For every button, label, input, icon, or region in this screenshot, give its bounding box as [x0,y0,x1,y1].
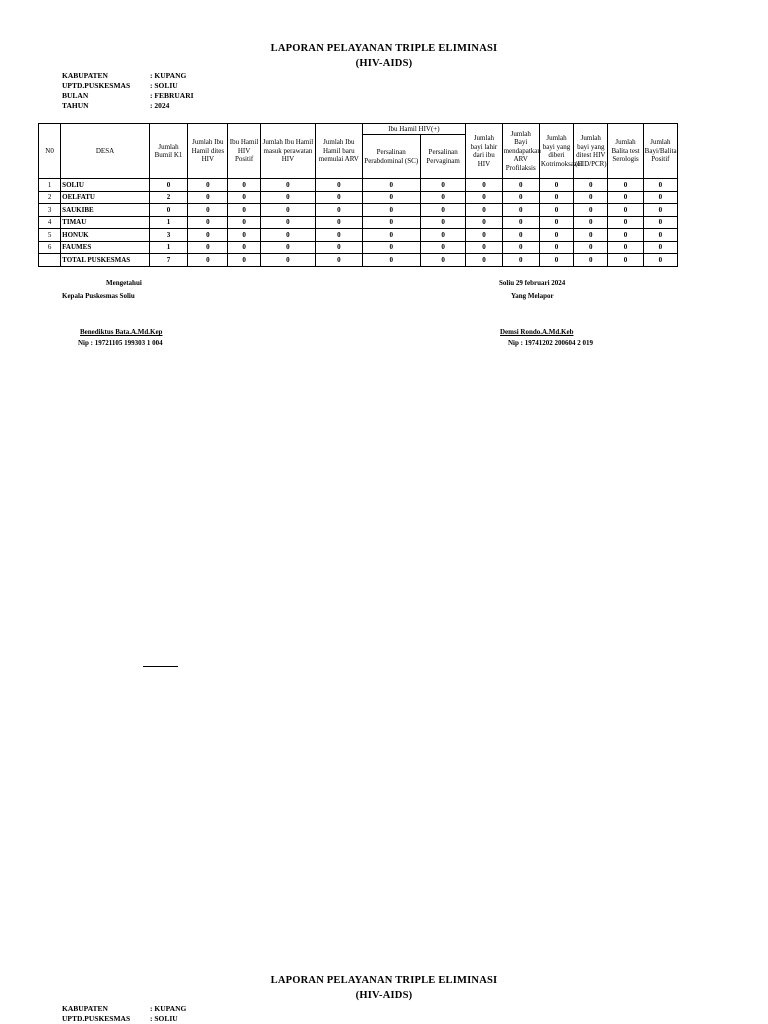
row-desa: TIMAU [61,216,150,229]
row-desa: OELFATU [61,191,150,204]
col-header-no: N0 [39,124,61,179]
total-row [39,254,678,267]
table-cell: 0 [188,204,228,217]
table-row [39,229,678,242]
table-cell: 0 [188,191,228,204]
col-header-desa: DESA [61,124,150,179]
table-cell: 0 [643,216,677,229]
total-cell: 0 [608,254,643,267]
table-cell: 0 [228,204,260,217]
row-number: 5 [39,229,61,242]
col-header-pervaginam: Persalinan Pervaginam [420,135,465,179]
table-cell: 0 [466,179,502,192]
table-cell: 0 [362,229,420,242]
table-cell: 0 [228,216,260,229]
table-cell: 0 [466,204,502,217]
row-number: 4 [39,216,61,229]
info-row-tahun: TAHUN : 2024 [62,101,170,110]
table-cell: 3 [149,229,187,242]
col-header-bayi-lahir: Jumlah bayi lahir dari ibu HIV [466,124,502,179]
sig-left-nip: Nip : 19721105 199303 1 004 [78,339,163,347]
total-cell: 0 [260,254,315,267]
table-cell: 0 [608,191,643,204]
table-cell: 0 [643,179,677,192]
table-cell: 0 [539,229,573,242]
table-cell: 0 [608,229,643,242]
table-cell: 0 [466,216,502,229]
row-desa: SOLIU [61,179,150,192]
total-cell: 0 [574,254,608,267]
table-cell: 2 [149,191,187,204]
table-cell: 0 [316,229,362,242]
total-label: TOTAL PUSKESMAS [61,254,150,267]
table-body [39,179,678,267]
total-row-number [39,254,61,267]
col-header-dites-hiv: Jumlah Ibu Hamil dites HIV [188,124,228,179]
col-header-serologis: Jumlah Balita test Serologis [608,124,643,179]
table-cell: 0 [188,229,228,242]
table-cell: 0 [260,241,315,254]
table-cell: 0 [420,229,465,242]
report-title: LAPORAN PELAYANAN TRIPLE ELIMINASI [270,43,498,54]
sig-right-nip: Nip : 19741202 200604 2 019 [508,339,593,347]
report-info [62,71,194,111]
table-cell: 0 [643,229,677,242]
table-cell: 0 [228,229,260,242]
total-cell: 0 [420,254,465,267]
table-cell: 1 [149,216,187,229]
table-cell: 0 [188,216,228,229]
row-desa: FAUMES [61,241,150,254]
row-desa: HONUK [61,229,150,242]
table-cell: 0 [188,179,228,192]
report-table [38,123,678,267]
col-header-hiv-positif: Ibu Hamil HIV Positif [228,124,260,179]
divider-line [143,666,178,667]
table-cell: 0 [502,216,539,229]
table-cell: 0 [466,191,502,204]
table-row [39,241,678,254]
table-cell: 0 [643,241,677,254]
table-cell: 0 [420,191,465,204]
table-cell: 0 [574,191,608,204]
table-cell: 0 [466,229,502,242]
table-cell: 0 [502,191,539,204]
table-cell: 0 [260,229,315,242]
table-cell: 0 [228,241,260,254]
table-cell: 0 [420,179,465,192]
total-cell: 0 [316,254,362,267]
total-cell: 0 [228,254,260,267]
table-cell: 0 [362,179,420,192]
table-cell: 0 [420,216,465,229]
info-row-kabupaten: KABUPATEN : KUPANG [62,71,187,80]
table-cell: 0 [574,216,608,229]
table-cell: 0 [362,216,420,229]
page2-subtitle: (HIV-AIDS) [355,990,413,1001]
row-number: 6 [39,241,61,254]
table-cell: 0 [260,216,315,229]
table-cell: 1 [149,241,187,254]
table-cell: 0 [316,204,362,217]
page2-title: LAPORAN PELAYANAN TRIPLE ELIMINASI [270,975,498,986]
row-number: 1 [39,179,61,192]
table-cell: 0 [362,241,420,254]
table-row [39,216,678,229]
table-cell: 0 [188,241,228,254]
table-cell: 0 [643,204,677,217]
table-cell: 0 [260,191,315,204]
col-header-bumil-k1: Jumlah Bumil K1 [149,124,187,179]
table-cell: 0 [502,204,539,217]
col-header-bayi-positif: Jumlah Bayi/Balita Positif [643,124,677,179]
row-number: 2 [39,191,61,204]
table-cell: 0 [316,216,362,229]
table-cell: 0 [502,241,539,254]
table-cell: 0 [539,204,573,217]
table-cell: 0 [260,204,315,217]
page2-info-row-kabupaten: KABUPATEN : KUPANG [62,1004,187,1013]
table-cell: 0 [466,241,502,254]
table-cell: 0 [608,204,643,217]
table-cell: 0 [539,179,573,192]
table-cell: 0 [316,191,362,204]
sig-left-name: Benediktus Bata.A.Md.Kep [80,328,163,336]
sig-right-role: Yang Melapor [511,292,554,300]
table-cell: 0 [539,191,573,204]
table-cell: 0 [149,179,187,192]
table-cell: 0 [420,241,465,254]
table-row [39,204,678,217]
row-number: 3 [39,204,61,217]
table-cell: 0 [574,204,608,217]
table-cell: 0 [574,179,608,192]
col-header-arv-profilaksis: Jumlah Bayi mendapatkan ARV Profilaksis [502,124,539,179]
total-cell: 0 [466,254,502,267]
table-cell: 0 [316,179,362,192]
page2-info [62,1004,186,1024]
table-cell: 0 [502,229,539,242]
table-cell: 0 [574,229,608,242]
col-header-memulai-arv: Jumlah Ibu Hamil baru memulai ARV [316,124,362,179]
sig-left-top: Mengetahui [106,279,142,287]
sig-right-top: Soliu 29 februari 2024 [499,279,566,287]
table-cell: 0 [228,179,260,192]
total-cell: 0 [643,254,677,267]
page2-info-row-puskesmas: UPTD.PUSKESMAS : SOLIU [62,1014,178,1023]
table-row [39,179,678,192]
table-cell: 0 [228,191,260,204]
info-row-bulan: BULAN : FEBRUARI [62,91,194,100]
table-cell: 0 [502,179,539,192]
table-cell: 0 [149,204,187,217]
row-desa: SAUKIBE [61,204,150,217]
col-header-sc: Persalinan Perabdominal (SC) [362,135,420,179]
table-cell: 0 [643,191,677,204]
col-header-eid-pcr: Jumlah bayi yang ditest HIV (EID/PCR) [574,124,608,179]
col-header-perawatan-hiv: Jumlah Ibu Hamil masuk perawatan HIV [260,124,315,179]
total-cell: 7 [149,254,187,267]
total-cell: 0 [362,254,420,267]
total-cell: 0 [539,254,573,267]
table-cell: 0 [539,216,573,229]
table-cell: 0 [362,191,420,204]
table-cell: 0 [574,241,608,254]
table-cell: 0 [539,241,573,254]
table-cell: 0 [260,179,315,192]
col-header-kotrimoksazol: Jumlah bayi yang diberi Kotrimoksazol [539,124,573,179]
report-subtitle: (HIV-AIDS) [355,58,413,69]
table-cell: 0 [608,179,643,192]
info-row-puskesmas: UPTD.PUSKESMAS : SOLIU [62,81,178,90]
table-row [39,191,678,204]
table-cell: 0 [362,204,420,217]
table-cell: 0 [420,204,465,217]
table-cell: 0 [608,216,643,229]
total-cell: 0 [188,254,228,267]
sig-left-role: Kepala Puskesmas Soliu [62,292,135,300]
col-header-group-ibu-hamil-hiv: Ibu Hamil HIV(+) [362,124,466,135]
total-cell: 0 [502,254,539,267]
table-cell: 0 [316,241,362,254]
sig-right-name: Demsi Rondo.A.Md.Keb [500,328,574,336]
table-cell: 0 [608,241,643,254]
